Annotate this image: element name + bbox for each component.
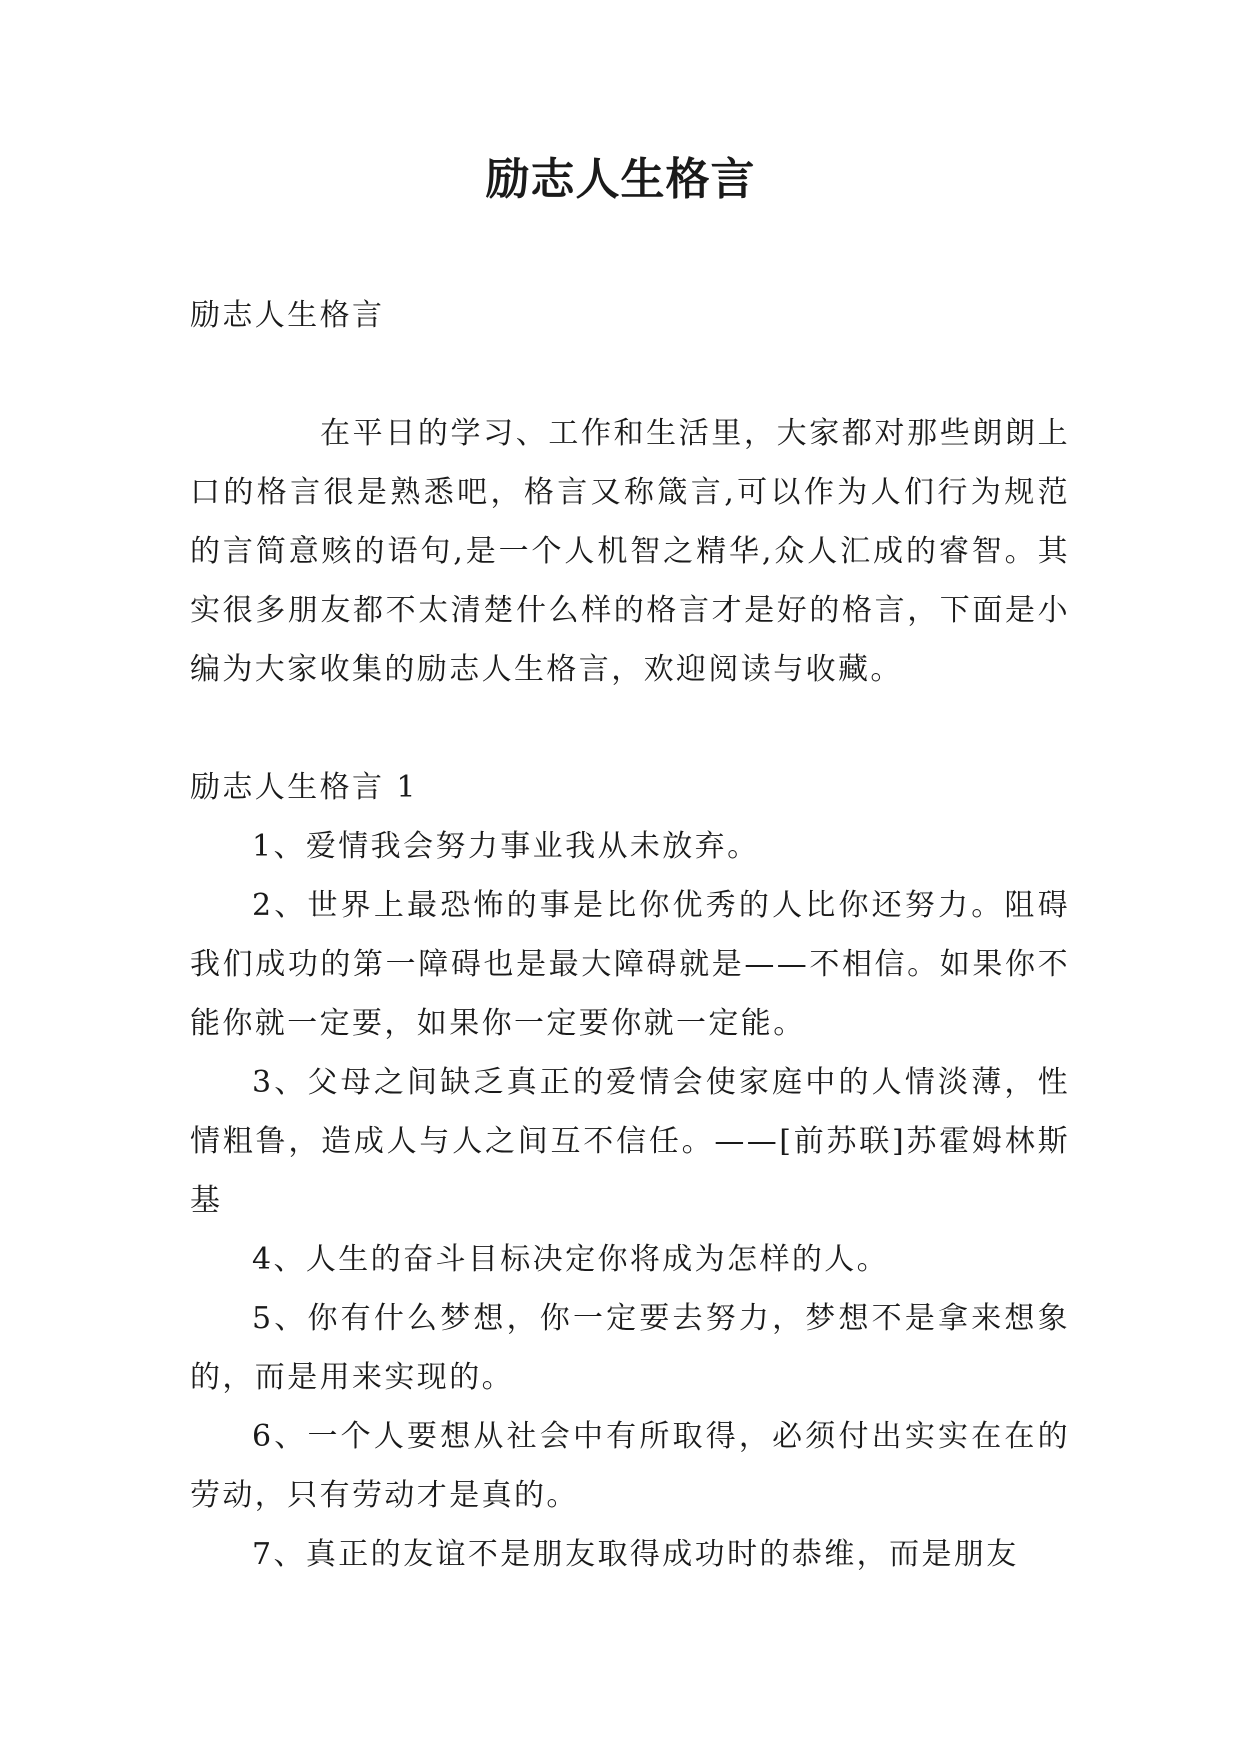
intro-paragraph: 在平日的学习、工作和生活里，大家都对那些朗朗上口的格言很是熟悉吧，格言又称箴言,可以作为人们行为规范的言简意赅的语句,是一个人机智之精华,众人汇成的睿智。其实很多朋友都不太清楚什么样的格言才是好的格言，下面是小编为大家收集的励志人生格言，欢迎阅读与收藏。: [190, 416, 1070, 687]
section-heading: 励志人生格言 1: [190, 770, 418, 805]
document-body: [190, 286, 1070, 1584]
quote-item: 3、父母之间缺乏真正的爱情会使家庭中的人情淡薄，性情粗鲁，造成人与人之间互不信任。——[前苏联]苏霍姆林斯基: [190, 1065, 1070, 1218]
document-title: 励志人生格言: [485, 154, 756, 205]
quote-item: 7、真正的友谊不是朋友取得成功时的恭维，而是朋友: [252, 1537, 1019, 1572]
quote-item: 6、一个人要想从社会中有所取得，必须付出实实在在的劳动，只有劳动才是真的。: [190, 1419, 1070, 1513]
quote-item: 2、世界上最恐怖的事是比你优秀的人比你还努力。阻碍我们成功的第一障碍也是最大障碍就是——不相信。如果你不能你就一定要，如果你一定要你就一定能。: [190, 888, 1070, 1041]
quote-item: 5、你有什么梦想，你一定要去努力，梦想不是拿来想象的，而是用来实现的。: [190, 1301, 1070, 1395]
quote-item: 4、人生的奋斗目标决定你将成为怎样的人。: [252, 1242, 890, 1277]
document-subtitle: 励志人生格言: [190, 298, 385, 333]
quote-item: 1、爱情我会努力事业我从未放弃。: [252, 829, 760, 864]
